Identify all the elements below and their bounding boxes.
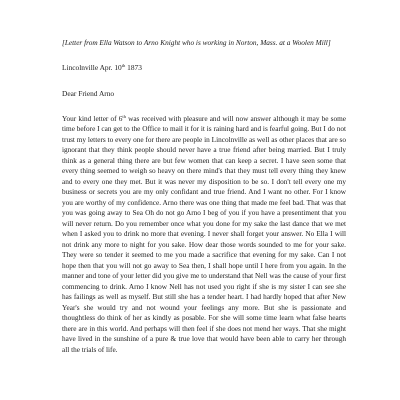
header-note: [Letter from Ella Watson to Arno Knight who is working in Norton, Mass. at a Woolen Mill] — [62, 38, 331, 47]
letter-body — [62, 114, 346, 356]
salutation: Dear Friend Arno — [62, 88, 115, 98]
place-date-text: Lincolnville Apr. 10 — [62, 62, 122, 72]
place-date-line — [62, 63, 346, 72]
body-text-rest: was received with pleasure and will now answer although it may be some time before I can get to the Office to mail it for it is raining hard and is fearful going. But I do not trust my letters to every one for there are people in Lincolnville as well as other places that are so ignorant that they think people should never have a true friend after being married. But I truly think as a general thing there are but few women that can keep a secret. I have seen some that every thing seemed to weigh so heavy on there mind's that they must tell every thing they knew and to every one they met. But it was never my disposition to be so. I don't tell every one my business or secrets you are my only confidant and true friend. And I want no other. For I know you are worthy of my confidence. Arno there was one thing that made me feel bad. That was that you was going away to Sea Oh do not go Arno I beg of you if you have a presentiment that you will never return. Do you remember once what you done for my sake the last dance that we met when I asked you to drink no more that evening. I never shall forget your answer. No Ella I will not drink any more to night for you sake. How dear those words sounded to me for your sake. They were so tender it seemed to me you made a sacrifice that evening for my sake. Can I not hope then that you will not go away to Sea then, I shall hope until I here from you again. In the manner and tone of your letter did you give me to understand that Nell was the cause of your first commencing to drink. Arno I know Nell has not used you right if she is my sister I can see she has failings as well as myself. But still she has a tender heart. I had hardly hoped that after New Year's she would try and not wound your feelings any more. But she is passionate and thoughtless do think of her as kindly as posable. For she will some time learn what false hearts there are in this world. And perhaps will then feel if she does not mend her ways. That she might have lived in the sunshine of a pure & true love that would have been able to carry her through all the trials of life. — [62, 114, 346, 354]
body-text-start: Your kind letter of 6 — [62, 114, 123, 123]
body-ordinal-suffix: th — [122, 113, 126, 119]
date-year: 1873 — [125, 62, 142, 72]
date-ordinal-suffix: th — [121, 62, 126, 68]
body-paragraph — [62, 114, 346, 356]
